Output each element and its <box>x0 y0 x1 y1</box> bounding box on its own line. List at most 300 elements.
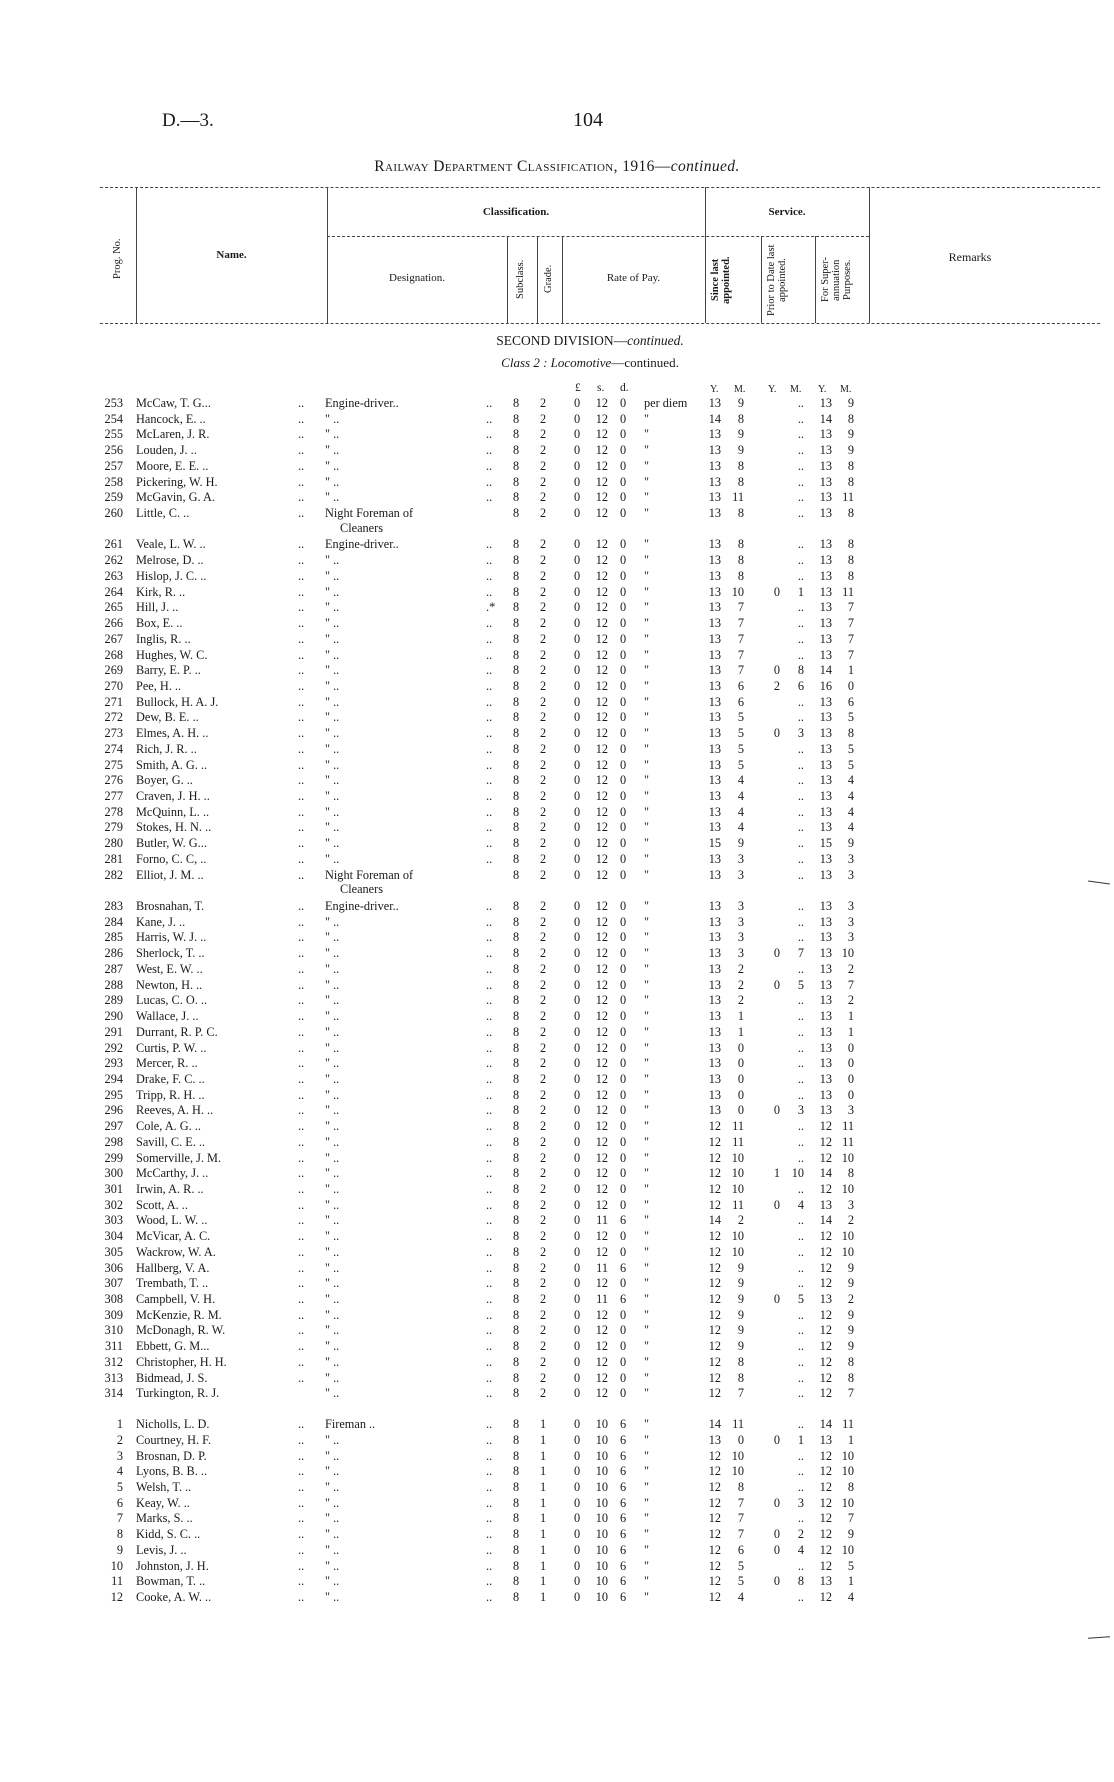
col-rule-7 <box>761 236 762 323</box>
cell-name: Trembath, T. .. <box>136 1276 209 1291</box>
cell-name: Cole, A. G. .. <box>136 1119 201 1134</box>
cell-name: Smith, A. G. .. <box>136 757 208 772</box>
cell-rate-shillings: 12 <box>595 490 608 505</box>
cell-rate-pounds: 0 <box>574 946 581 961</box>
cell-prior-months: .. <box>797 1417 804 1432</box>
cell-rate-pence: 0 <box>620 1087 627 1102</box>
cell-name: Tripp, R. H. .. <box>136 1087 205 1102</box>
cell-super-months: 9 <box>847 1260 854 1275</box>
cell-grade: 2 <box>540 1166 547 1181</box>
table-row <box>0 1292 1114 1308</box>
cell-super-years: 13 <box>819 1292 832 1307</box>
cell-designation: " .. <box>325 443 340 458</box>
cell-super-months: 3 <box>847 1103 854 1118</box>
cell-grade: 2 <box>540 961 547 976</box>
cell-name: Lucas, C. O. .. <box>136 993 208 1008</box>
cell-rate-pounds: 0 <box>574 427 581 442</box>
cell-rate-shillings: 12 <box>595 1323 608 1338</box>
cell-super-months: 0 <box>847 1087 854 1102</box>
cell-grade: 2 <box>540 396 547 410</box>
cell-subclass: 8 <box>513 1229 520 1244</box>
cell-since-months: 8 <box>737 1479 744 1494</box>
cell-rate-pounds: 0 <box>574 584 581 599</box>
cell-leader-dots: .. <box>298 741 305 756</box>
cell-since-years: 13 <box>708 899 721 914</box>
cell-grade: 2 <box>540 631 547 646</box>
cell-rate-pence: 0 <box>620 1354 627 1369</box>
cell-super-months: 1 <box>847 1009 854 1024</box>
cell-prog-no: 282 <box>104 867 123 882</box>
cell-since-months: 8 <box>737 411 744 426</box>
cell-rate-pence: 0 <box>620 474 627 489</box>
cell-prior-years: 0 <box>773 1495 780 1510</box>
cell-designation: " .. <box>325 1229 340 1244</box>
cell-name: McDonagh, R. W. <box>136 1323 226 1338</box>
cell-super-months: 2 <box>847 1292 854 1307</box>
cell-since-years: 13 <box>708 710 721 725</box>
cell-leader-dots: .. <box>298 647 305 662</box>
cell-name: Kane, J. .. <box>136 914 186 929</box>
designation-continuation: Cleaners <box>340 882 384 897</box>
cell-grade: 2 <box>540 789 547 803</box>
cell-super-months: 9 <box>847 836 854 851</box>
cell-rate-pence: 0 <box>620 1323 627 1338</box>
cell-subclass: 8 <box>513 663 520 678</box>
cell-rate-shillings: 12 <box>595 914 608 929</box>
table-row <box>0 1308 1114 1324</box>
cell-name: Dew, B. E. .. <box>136 710 199 725</box>
cell-leader-dots: .. <box>298 537 305 552</box>
cell-rate-pence: 6 <box>620 1213 627 1228</box>
cell-leader-dots: .. <box>486 930 493 945</box>
cell-super-years: 13 <box>819 506 832 521</box>
cell-designation: " .. <box>325 1448 340 1463</box>
cell-subclass: 8 <box>513 914 520 929</box>
cell-subclass: 8 <box>513 1574 520 1589</box>
cell-since-months: 11 <box>732 1197 744 1212</box>
cell-grade: 1 <box>540 1495 547 1510</box>
cell-prior-months: .. <box>797 930 804 945</box>
cell-super-months: 2 <box>847 961 854 976</box>
cell-leader-dots: .. <box>298 1276 305 1291</box>
cell-prior-months: .. <box>797 1182 804 1196</box>
cell-since-years: 12 <box>708 1197 721 1212</box>
cell-rate-pence: 0 <box>620 1386 627 1401</box>
cell-name: Rich, J. R. .. <box>136 741 197 756</box>
cell-grade: 2 <box>540 1244 547 1259</box>
cell-rate-pence: 0 <box>620 490 627 505</box>
cell-super-months: 2 <box>847 1213 854 1228</box>
header-since-last-appointed: Since last appointed. <box>710 256 732 304</box>
cell-subclass: 8 <box>513 1056 520 1071</box>
cell-leader-dots: .. <box>298 616 305 631</box>
cell-since-months: 10 <box>731 1448 744 1463</box>
table-row <box>0 632 1114 648</box>
cell-rate-shillings: 12 <box>595 930 608 945</box>
table-row <box>0 663 1114 679</box>
cell-rate-shillings: 12 <box>595 584 608 599</box>
cell-prior-months: .. <box>797 396 804 410</box>
cell-rate-pounds: 0 <box>574 631 581 646</box>
cell-since-years: 13 <box>708 553 721 568</box>
cell-grade: 2 <box>540 616 547 631</box>
cell-prog-no: 259 <box>104 490 123 505</box>
cell-rate-shillings: 12 <box>595 1307 608 1322</box>
cell-since-months: 9 <box>737 443 744 458</box>
cell-prior-months: 2 <box>797 1527 804 1542</box>
cell-prior-years: 0 <box>773 663 780 678</box>
cell-grade: 2 <box>540 1370 547 1385</box>
cell-since-years: 13 <box>708 851 721 866</box>
cell-prior-months: .. <box>797 741 804 756</box>
table-row <box>0 1590 1114 1606</box>
cell-super-years: 12 <box>819 1150 832 1165</box>
cell-subclass: 8 <box>513 1166 520 1181</box>
cell-since-months: 5 <box>737 1574 744 1589</box>
cell-since-months: 2 <box>737 961 744 976</box>
cell-since-months: 5 <box>737 726 744 741</box>
table-row <box>0 1543 1114 1559</box>
cell-since-years: 12 <box>708 1590 721 1604</box>
cell-rate-shillings: 12 <box>595 820 608 835</box>
cell-prior-months: .. <box>797 1260 804 1275</box>
cell-subclass: 8 <box>513 836 520 851</box>
cell-super-years: 13 <box>819 867 832 882</box>
cell-super-years: 14 <box>819 663 832 678</box>
cell-subclass: 8 <box>513 930 520 945</box>
margin-mark-bottom <box>1088 1636 1110 1639</box>
cell-subclass: 8 <box>513 553 520 568</box>
cell-super-years: 16 <box>819 678 832 693</box>
cell-leader-dots: .. <box>298 1040 305 1055</box>
cell-super-years: 13 <box>819 914 832 929</box>
cell-subclass: 8 <box>513 1292 520 1307</box>
cell-name: McKenzie, R. M. <box>136 1307 222 1322</box>
cell-rate-pence: 0 <box>620 1009 627 1024</box>
cell-leader-dots: .. <box>486 1213 493 1228</box>
cell-rate-pounds: 0 <box>574 1213 581 1228</box>
cell-super-months: 0 <box>847 1071 854 1086</box>
cell-prior-years: 0 <box>773 1103 780 1118</box>
cell-since-years: 13 <box>708 678 721 693</box>
cell-since-years: 12 <box>708 1307 721 1322</box>
cell-super-months: 8 <box>847 411 854 426</box>
cell-rate-pounds: 0 <box>574 726 581 741</box>
cell-super-years: 13 <box>819 553 832 568</box>
table-row <box>0 1166 1114 1182</box>
cell-since-years: 13 <box>708 757 721 772</box>
cell-prior-months: .. <box>797 1134 804 1149</box>
cell-rate-note: " <box>644 1448 650 1463</box>
cell-grade: 1 <box>540 1464 547 1479</box>
cell-rate-pounds: 0 <box>574 757 581 772</box>
cell-leader-dots: .. <box>486 1150 493 1165</box>
cell-subclass: 8 <box>513 993 520 1008</box>
cell-subclass: 8 <box>513 458 520 473</box>
cell-rate-note: " <box>644 1040 650 1055</box>
cell-leader-dots: .. <box>298 1590 305 1604</box>
cell-grade: 2 <box>540 1182 547 1196</box>
cell-since-years: 12 <box>708 1464 721 1479</box>
cell-grade: 2 <box>540 836 547 851</box>
cell-since-months: 10 <box>731 1166 744 1181</box>
cell-super-years: 12 <box>819 1511 832 1526</box>
cell-prior-months: .. <box>797 1464 804 1479</box>
cell-rate-shillings: 12 <box>595 1134 608 1149</box>
cell-prog-no: 311 <box>105 1339 123 1354</box>
cell-since-years: 13 <box>708 820 721 835</box>
cell-since-months: 9 <box>737 1276 744 1291</box>
cell-rate-note: " <box>644 1386 650 1401</box>
cell-designation: " .. <box>325 1276 340 1291</box>
cell-designation: " .. <box>325 1495 340 1510</box>
cell-designation: " .. <box>325 726 340 741</box>
cell-rate-pence: 6 <box>620 1479 627 1494</box>
cell-rate-note: " <box>644 1134 650 1149</box>
cell-rate-pence: 0 <box>620 631 627 646</box>
cell-leader-dots: .. <box>298 820 305 835</box>
cell-super-months: 9 <box>847 443 854 458</box>
cell-rate-pence: 0 <box>620 1119 627 1134</box>
cell-subclass: 8 <box>513 1260 520 1275</box>
cell-leader-dots: .. <box>298 631 305 646</box>
cell-rate-shillings: 12 <box>595 1024 608 1039</box>
cell-rate-note: " <box>644 553 650 568</box>
cell-super-months: 7 <box>847 1511 854 1526</box>
cell-prog-no: 10 <box>110 1558 123 1573</box>
cell-rate-pounds: 0 <box>574 789 581 803</box>
cell-leader-dots: .. <box>486 474 493 489</box>
cell-rate-pounds: 0 <box>574 1495 581 1510</box>
table-row <box>0 459 1114 475</box>
cell-rate-note: per diem <box>644 396 688 410</box>
cell-leader-dots: .. <box>486 710 493 725</box>
unit-pounds: £ <box>575 382 581 394</box>
cell-super-years: 13 <box>819 946 832 961</box>
cell-rate-pence: 6 <box>620 1590 627 1604</box>
cell-super-years: 13 <box>819 600 832 615</box>
cell-leader-dots: .. <box>298 914 305 929</box>
cell-leader-dots: .. <box>486 396 493 410</box>
cell-since-months: 3 <box>737 946 744 961</box>
cell-rate-pence: 0 <box>620 396 627 410</box>
cell-designation: " .. <box>325 1244 340 1259</box>
cell-super-years: 13 <box>819 961 832 976</box>
cell-super-years: 12 <box>819 1527 832 1542</box>
cell-since-months: 10 <box>731 1229 744 1244</box>
cell-leader-dots: .. <box>486 773 493 788</box>
cell-rate-shillings: 10 <box>595 1542 608 1557</box>
cell-since-years: 13 <box>708 1056 721 1071</box>
cell-rate-shillings: 12 <box>595 553 608 568</box>
cell-designation: " .. <box>325 757 340 772</box>
cell-super-years: 12 <box>819 1479 832 1494</box>
cell-leader-dots: .. <box>486 836 493 851</box>
cell-since-years: 12 <box>708 1323 721 1338</box>
cell-prior-months: 5 <box>797 1292 804 1307</box>
cell-leader-dots: .. <box>486 1527 493 1542</box>
cell-name: Nicholls, L. D. <box>136 1417 210 1432</box>
cell-super-years: 12 <box>819 1182 832 1196</box>
cell-subclass: 8 <box>513 1134 520 1149</box>
cell-rate-shillings: 12 <box>595 977 608 992</box>
cell-subclass: 8 <box>513 726 520 741</box>
cell-leader-dots: .. <box>298 1448 305 1463</box>
cell-name: Hallberg, V. A. <box>136 1260 210 1275</box>
cell-super-years: 14 <box>819 1417 832 1432</box>
cell-designation: Fireman .. <box>325 1417 376 1432</box>
cell-rate-pence: 0 <box>620 1071 627 1086</box>
cell-rate-shillings: 12 <box>595 1386 608 1401</box>
cell-rate-note: " <box>644 1260 650 1275</box>
cell-name: Elliot, J. M. .. <box>136 867 204 882</box>
cell-rate-pounds: 0 <box>574 458 581 473</box>
cell-rate-pounds: 0 <box>574 804 581 819</box>
header-name: Name. <box>216 249 247 261</box>
cell-leader-dots: .. <box>298 1182 305 1196</box>
cell-name: Curtis, P. W. .. <box>136 1040 207 1055</box>
cell-since-years: 13 <box>708 977 721 992</box>
cell-leader-dots: .. <box>486 993 493 1008</box>
cell-prior-months: .. <box>797 820 804 835</box>
cell-prior-months: .. <box>797 1229 804 1244</box>
cell-prior-months: .. <box>797 537 804 552</box>
cell-prior-months: .. <box>797 1590 804 1604</box>
cell-designation: " .. <box>325 836 340 851</box>
cell-name: Stokes, H. N. .. <box>136 820 212 835</box>
cell-leader-dots: .. <box>298 1071 305 1086</box>
cell-grade: 2 <box>540 804 547 819</box>
cell-grade: 2 <box>540 1307 547 1322</box>
cell-name: Savill, C. E. .. <box>136 1134 206 1149</box>
cell-super-years: 13 <box>819 1574 832 1589</box>
cell-prog-no: 288 <box>104 977 123 992</box>
cell-super-years: 13 <box>819 710 832 725</box>
cell-since-years: 13 <box>708 427 721 442</box>
cell-prog-no: 269 <box>104 663 123 678</box>
cell-since-months: 7 <box>737 647 744 662</box>
cell-super-years: 13 <box>819 568 832 583</box>
cell-leader-dots: .. <box>486 851 493 866</box>
table-row <box>0 600 1114 616</box>
cell-leader-dots: .. <box>486 427 493 442</box>
cell-grade: 2 <box>540 741 547 756</box>
cell-since-years: 12 <box>708 1229 721 1244</box>
cell-prior-years: 2 <box>773 678 780 693</box>
cell-name: Welsh, T. .. <box>136 1479 192 1494</box>
cell-rate-pounds: 0 <box>574 1464 581 1479</box>
cell-leader-dots: .. <box>486 1386 493 1401</box>
cell-rate-shillings: 11 <box>596 1213 608 1228</box>
cell-super-years: 13 <box>819 1071 832 1086</box>
cell-designation: " .. <box>325 930 340 945</box>
table-row <box>0 1480 1114 1496</box>
cell-since-months: 3 <box>737 914 744 929</box>
cell-subclass: 8 <box>513 1276 520 1291</box>
table-row <box>0 443 1114 459</box>
cell-name: Newton, H. .. <box>136 977 203 992</box>
cell-leader-dots: .. <box>486 820 493 835</box>
class-prefix: Class 2 : <box>501 355 551 370</box>
cell-since-years: 12 <box>708 1448 721 1463</box>
cell-prior-months: 1 <box>797 584 804 599</box>
cell-rate-pounds: 0 <box>574 1276 581 1291</box>
cell-since-months: 11 <box>732 1417 744 1432</box>
header-classification: Classification. <box>482 206 550 218</box>
cell-super-months: 4 <box>847 804 854 819</box>
cell-leader-dots: .. <box>486 1417 493 1432</box>
cell-rate-pounds: 0 <box>574 1448 581 1463</box>
cell-rate-shillings: 12 <box>595 1009 608 1024</box>
cell-prog-no: 256 <box>104 443 123 458</box>
cell-super-months: 9 <box>847 396 854 410</box>
cell-name: Bowman, T. .. <box>136 1574 206 1589</box>
cell-since-months: 10 <box>731 1150 744 1165</box>
cell-name: Barry, E. P. .. <box>136 663 201 678</box>
cell-rate-note: " <box>644 836 650 851</box>
cell-since-years: 12 <box>708 1354 721 1369</box>
cell-super-years: 13 <box>819 474 832 489</box>
cell-super-months: 7 <box>847 647 854 662</box>
cell-designation: " .. <box>325 631 340 646</box>
cell-super-months: 1 <box>847 1574 854 1589</box>
cell-subclass: 8 <box>513 851 520 866</box>
cell-super-years: 13 <box>819 789 832 803</box>
cell-subclass: 8 <box>513 537 520 552</box>
table-row <box>0 1355 1114 1371</box>
cell-super-years: 13 <box>819 804 832 819</box>
cell-rate-pounds: 0 <box>574 773 581 788</box>
cell-rate-pounds: 0 <box>574 1056 581 1071</box>
cell-leader-dots: .. <box>486 411 493 426</box>
cell-since-years: 12 <box>708 1292 721 1307</box>
cell-prog-no: 278 <box>104 804 123 819</box>
cell-leader-dots: .. <box>298 600 305 615</box>
cell-designation: " .. <box>325 1182 340 1196</box>
table-row <box>0 1056 1114 1072</box>
cell-super-years: 13 <box>819 1056 832 1071</box>
cell-since-months: 7 <box>737 1495 744 1510</box>
cell-prog-no: 258 <box>104 474 123 489</box>
title-main: Railway Department Classification, 1916— <box>374 158 671 175</box>
cell-grade: 1 <box>540 1479 547 1494</box>
cell-prior-months: .. <box>797 427 804 442</box>
cell-designation: " .. <box>325 1479 340 1494</box>
cell-since-months: 5 <box>737 1558 744 1573</box>
cell-since-months: 1 <box>737 1009 744 1024</box>
cell-rate-pence: 0 <box>620 427 627 442</box>
cell-prog-no: 296 <box>104 1103 123 1118</box>
cell-leader-dots: .. <box>298 946 305 961</box>
cell-rate-note: " <box>644 616 650 631</box>
cell-subclass: 8 <box>513 396 520 410</box>
cell-rate-shillings: 12 <box>595 1370 608 1385</box>
cell-rate-pounds: 0 <box>574 568 581 583</box>
table-row <box>0 1339 1114 1355</box>
cell-leader-dots: .* <box>486 600 496 615</box>
cell-prog-no: 273 <box>104 726 123 741</box>
cell-since-years: 12 <box>708 1276 721 1291</box>
cell-since-months: 10 <box>731 1182 744 1196</box>
cell-super-years: 13 <box>819 694 832 709</box>
cell-subclass: 8 <box>513 1119 520 1134</box>
cell-rate-note: " <box>644 726 650 741</box>
cell-name: Melrose, D. .. <box>136 553 204 568</box>
cell-leader-dots: .. <box>298 490 305 505</box>
cell-since-months: 4 <box>737 773 744 788</box>
table-row <box>0 569 1114 585</box>
cell-super-years: 12 <box>819 1260 832 1275</box>
